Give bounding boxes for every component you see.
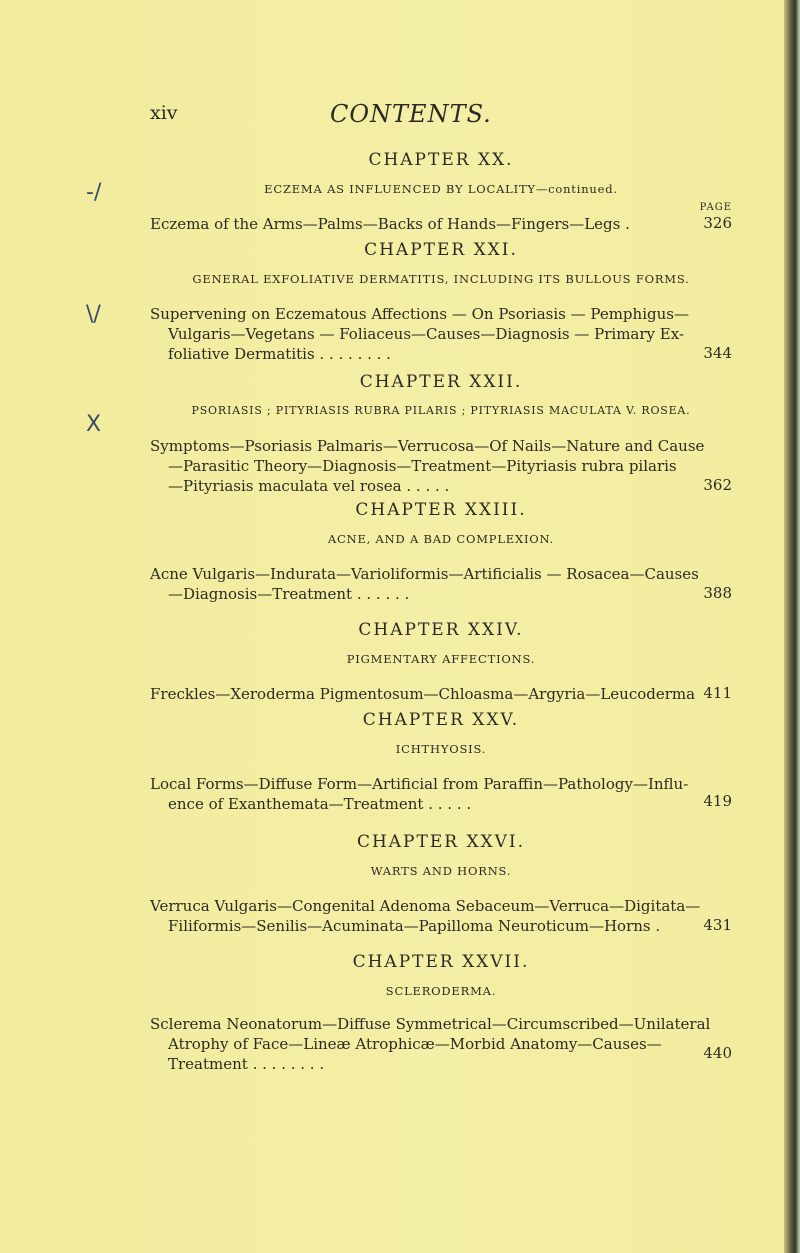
entry-line: Acne Vulgaris—Indurata—Varioliformis—Artificialis — Rosacea—Causes [150,565,699,583]
chapter-entry [150,564,732,604]
entry-line: Symptoms—Psoriasis Palmaris—Verrucosa—Of Nails—Nature and Cause [150,437,705,455]
chapter-entry [150,1014,732,1074]
chapter-subtitle: ECZEMA AS INFLUENCED BY LOCALITY—continued. [264,182,618,196]
entry-line: foliative Dermatitis . . . . . . . . [168,345,391,363]
entry-line: ence of Exanthemata—Treatment . . . . . [168,795,472,813]
chapter-heading: CHAPTER XXII. [359,372,523,392]
chapter-xxvii [150,952,732,1102]
entry-page: 362 [703,476,732,494]
book-edge [784,0,800,1253]
chapter-heading: CHAPTER XXVII. [352,952,530,972]
chapter-entry [150,684,732,704]
margin-mark-1: -/ [86,180,102,205]
chapter-entry [150,436,732,496]
entry-line: Filiformis—Senilis—Acuminata—Papilloma Neuroticum—Horns . [168,917,661,935]
entry-page: 326 [703,214,732,232]
entry-line: Supervening on Eczematous Affections — On Psoriasis — Pemphigus— [150,305,689,323]
chapter-subtitle: GENERAL EXFOLIATIVE DERMATITIS, INCLUDING ITS BULLOUS FORMS. [192,272,690,286]
chapter-xxii [150,372,732,512]
entry-page: 431 [703,916,732,934]
chapter-xxiii [150,500,732,620]
margin-mark-3: X [86,412,102,437]
chapter-xxvi [150,832,732,952]
chapter-subtitle: PSORIASIS ; PITYRIASIS RUBRA PILARIS ; PITYRIASIS MACULATA V. ROSEA. [191,404,691,417]
chapter-subtitle: PIGMENTARY AFFECTIONS. [346,652,536,666]
entry-page: 419 [703,792,732,810]
page-column-label: PAGE [699,202,732,213]
margin-mark-2: \/ [86,302,101,327]
chapter-xxv [150,710,732,830]
chapter-subtitle: ACNE, AND A BAD COMPLEXION. [327,532,555,546]
entry-page: 344 [703,344,732,362]
chapter-xxi [150,240,732,370]
page-number: xiv [150,102,178,124]
chapter-heading: CHAPTER XXIV. [358,620,524,640]
entry-page: 440 [703,1044,732,1062]
entry-line: Eczema of the Arms—Palms—Backs of Hands—Fingers—Legs . [150,215,630,233]
chapter-entry [150,774,732,814]
chapter-heading: CHAPTER XXI. [364,240,518,260]
entry-line: Local Forms—Diffuse Form—Artificial from Paraffin—Pathology—Influ- [150,775,689,793]
chapter-heading: CHAPTER XXIII. [355,500,527,520]
entry-line: Verruca Vulgaris—Congenital Adenoma Sebaceum—Verruca—Digitata— [150,897,701,915]
entry-line: Sclerema Neonatorum—Diffuse Symmetrical—Circumscribed—Unilateral [150,1015,711,1033]
chapter-subtitle: ICHTHYOSIS. [395,742,487,756]
entry-page: 411 [703,684,732,702]
chapter-entry [150,896,732,936]
chapter-entry [150,214,732,234]
entry-line: —Diagnosis—Treatment . . . . . . [168,585,410,603]
chapter-heading: CHAPTER XXV. [362,710,520,730]
entry-line: —Pityriasis maculata vel rosea . . . . . [168,477,450,495]
chapter-heading: CHAPTER XXVI. [356,832,526,852]
chapter-subtitle: WARTS AND HORNS. [370,864,512,878]
entry-page: 388 [703,584,732,602]
entry-line: Freckles—Xeroderma Pigmentosum—Chloasma—Argyria—Leucoderma [150,685,696,703]
entry-line: Vulgaris—Vegetans — Foliaceus—Causes—Diagnosis — Primary Ex- [168,325,685,343]
chapter-subtitle: SCLERODERMA. [385,984,497,998]
running-title: CONTENTS. [330,100,492,128]
entry-line: —Parasitic Theory—Diagnosis—Treatment—Pityriasis rubra pilaris [168,457,677,475]
chapter-entry [150,304,732,364]
entry-line: Atrophy of Face—Lineæ Atrophicæ—Morbid Anatomy—Causes— [168,1035,662,1053]
chapter-heading: CHAPTER XX. [368,150,514,170]
page-header [0,100,790,140]
entry-line: Treatment . . . . . . . . [168,1055,325,1073]
chapter-xxiv [150,620,732,720]
